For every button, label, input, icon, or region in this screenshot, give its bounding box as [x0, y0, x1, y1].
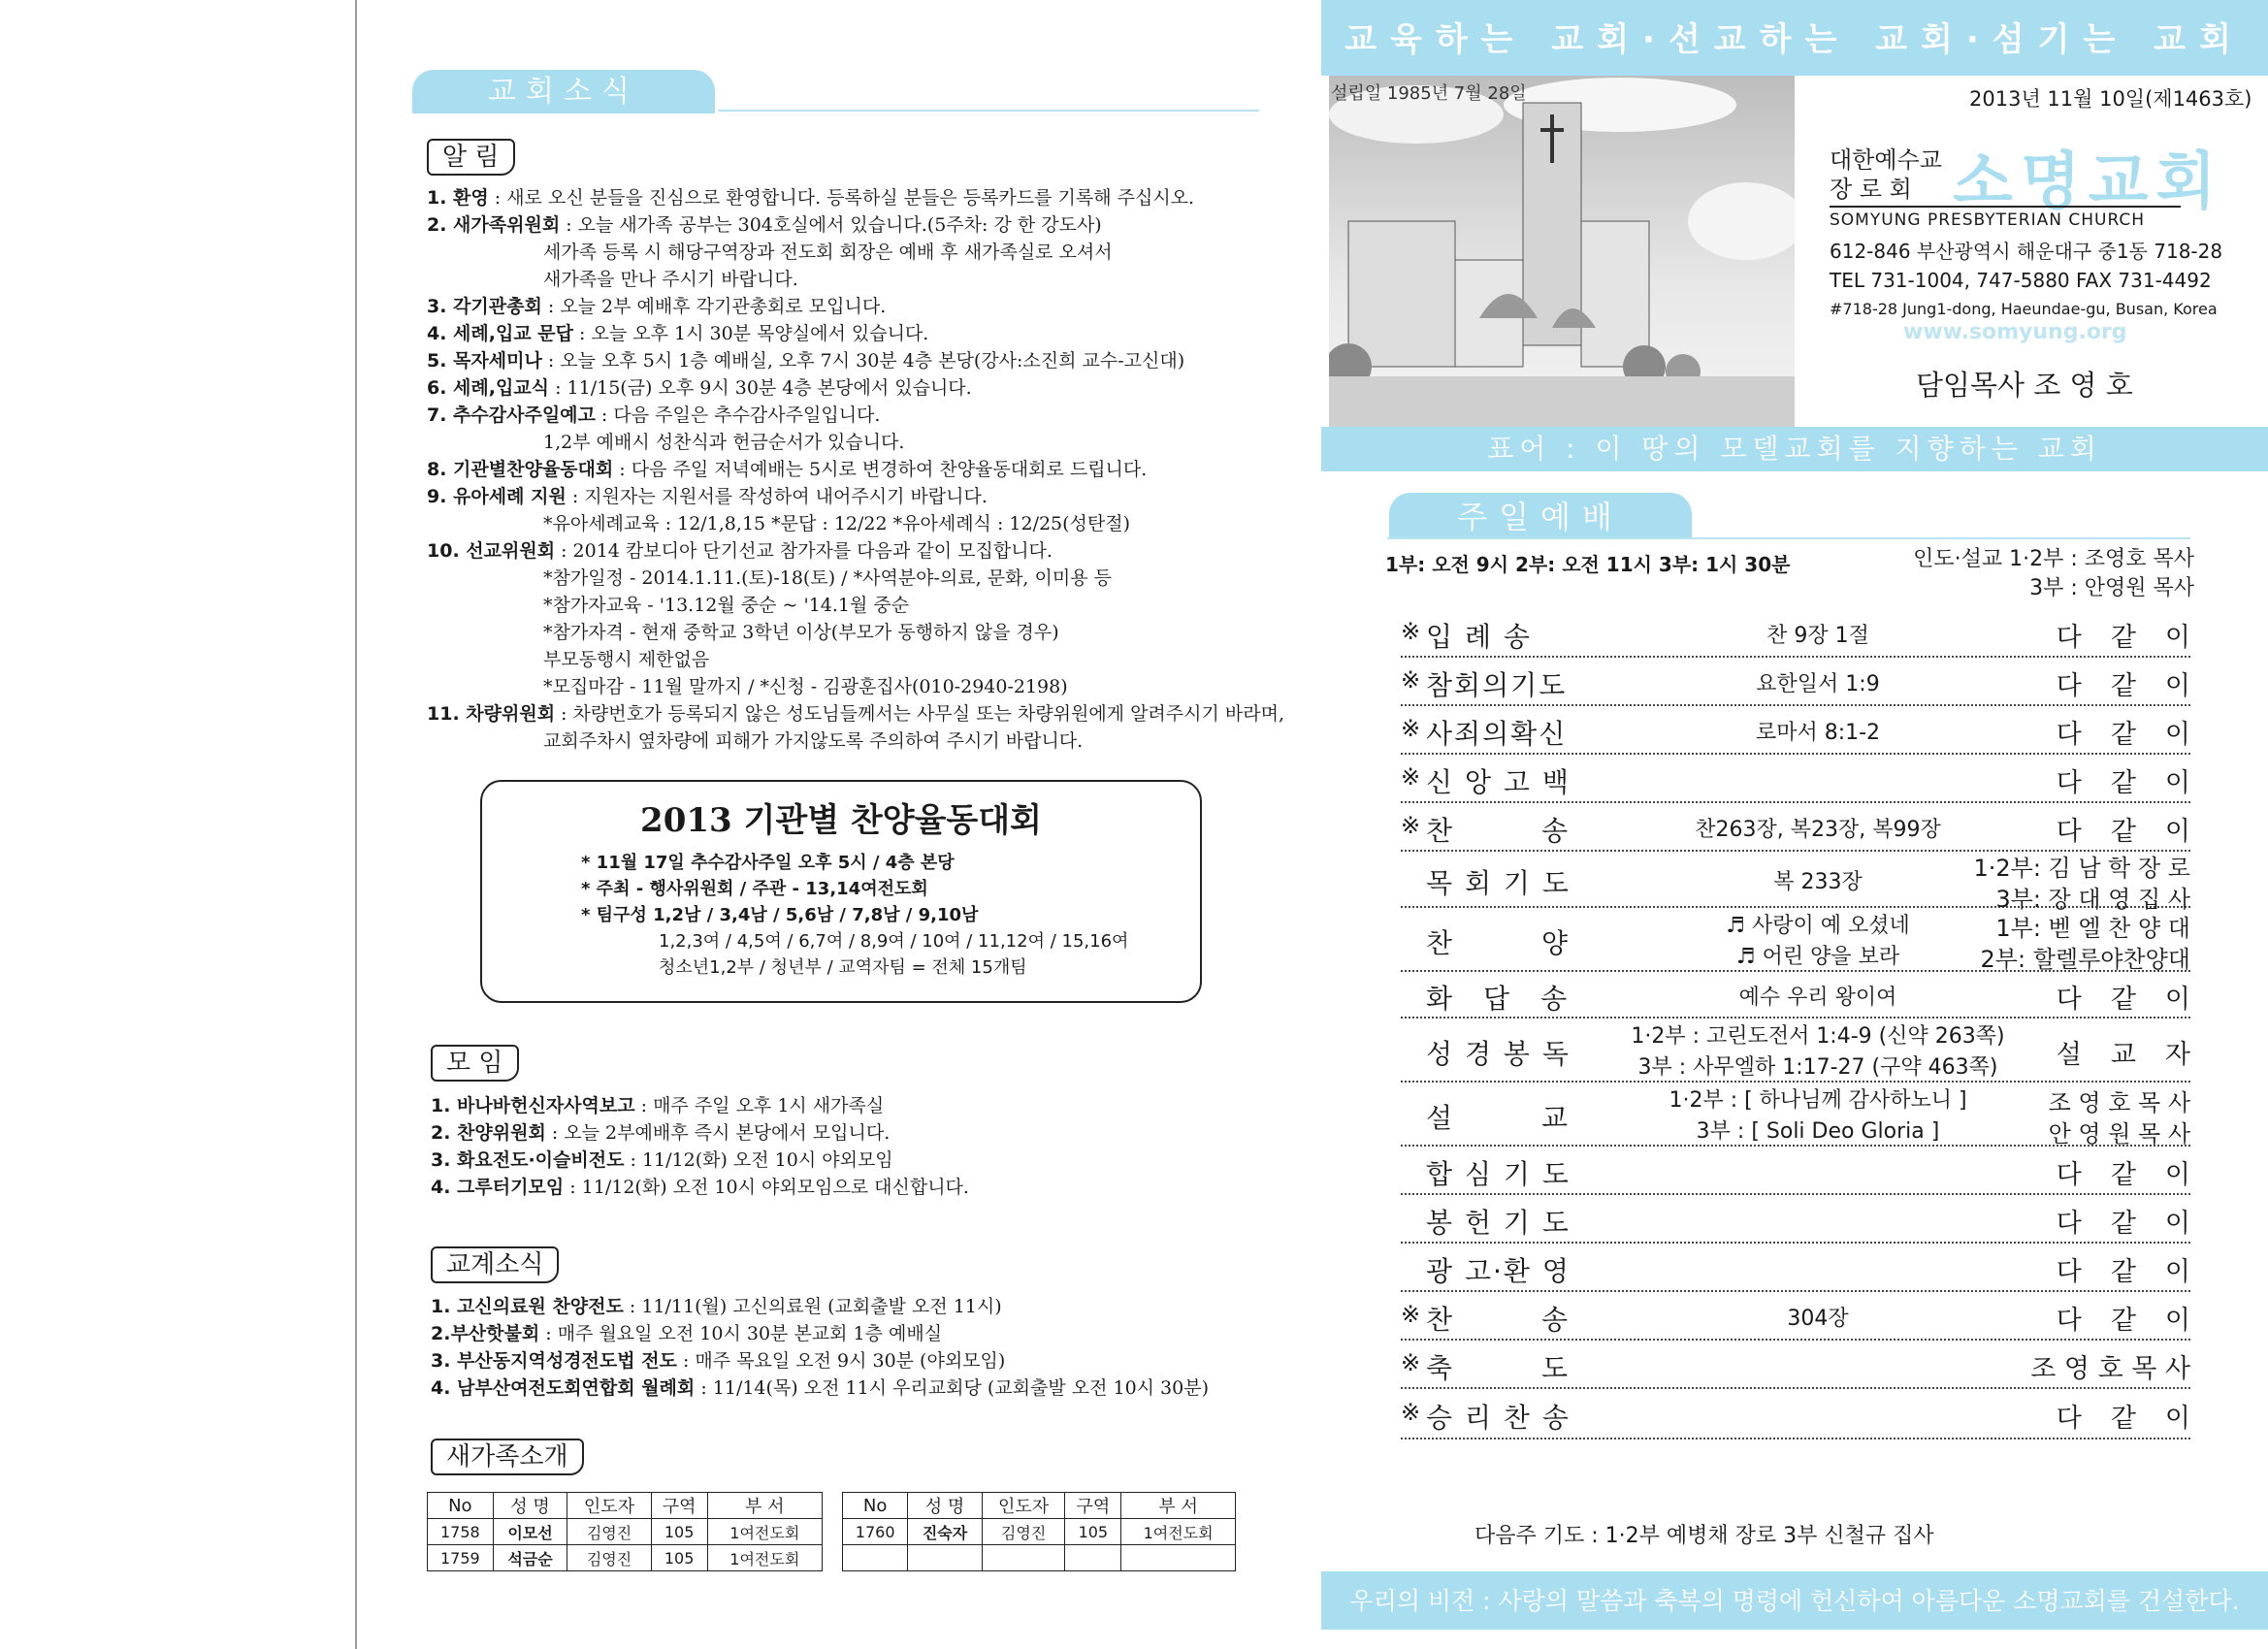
table-cell: 김영진: [567, 1545, 651, 1571]
item-text: 다음 주일은 추수감사주일입니다.: [613, 404, 881, 426]
denomination-line1: 대한예수교: [1830, 146, 1942, 174]
order-content: ♬ 사랑이 예 오셨네: [1726, 914, 1910, 938]
item-text: 교회주차시 옆차량에 피해가 가지않도록 주의하여 주시기 바랍니다.: [543, 730, 1084, 752]
order-label: 입 례 송: [1426, 621, 1532, 653]
table-cell: 석금순: [493, 1545, 567, 1571]
worship-order-row: [1401, 658, 2219, 706]
list-item: 1. 바나바헌신자사역보고 : 매주 주일 오후 1시 새가족실: [431, 1095, 885, 1116]
service-times: 1부: 오전 9시 2부: 오전 11시 3부: 1시 30분: [1385, 553, 1791, 576]
list-item: 11. 차량위원회 : 차량번호가 등록되지 않은 성도님들께서는 사무실 또는 차량위원에게 알려주시기 바라며,: [427, 703, 1284, 725]
table-cell: [843, 1545, 908, 1571]
order-content: 찬 9장 1절: [1766, 624, 1869, 648]
table-header: 성 명: [908, 1493, 982, 1519]
church-building-photo: [1329, 76, 1795, 427]
table-row: [843, 1519, 1236, 1545]
list-item: [427, 646, 1284, 673]
item-text: 차량번호가 등록되지 않은 성도님들께서는 사무실 또는 차량위원에게 알려주시기 바라며,: [572, 703, 1284, 725]
worship-order-row: [1401, 852, 2190, 913]
table-cell: [982, 1545, 1065, 1571]
order-content: 요한일서 1:9: [1756, 672, 1880, 696]
choir-line: 1,2,3여 / 4,5여 / 6,7여 / 8,9여 / 10여 / 11,12여 / 15,16여: [659, 931, 1129, 952]
item-text: 11/12(화) 오전 10시 야외모임으로 대신합니다.: [581, 1177, 969, 1198]
list-item: [427, 565, 1284, 592]
list-item: 4. 남부산여전도회연합회 월례회 : 11/14(목) 오전 11시 우리교회당 (교회출발 오전 10시 30분): [431, 1377, 1209, 1399]
worship-order-row: [1401, 1244, 2219, 1292]
interchurch-heading: 교계소식: [431, 1246, 559, 1283]
table-header: 인도자: [982, 1493, 1065, 1519]
table-cell: 진숙자: [908, 1519, 982, 1545]
item-text: 매주 주일 오후 1시 새가족실: [653, 1095, 885, 1116]
order-content-2: 3부 : [ Soli Deo Gloria ]: [1696, 1119, 1940, 1144]
table-header: 성 명: [493, 1493, 567, 1519]
item-text: 오늘 새가족 공부는 304호실에서 있습니다.(5주차: 강 한 강도사): [577, 214, 1102, 236]
motto-band: 표어 : 이 땅의 모델교회를 지향하는 교회: [1321, 427, 2268, 471]
table-row: [428, 1545, 823, 1571]
required-mark: ※: [1401, 1349, 1421, 1376]
choir-festival-details: [581, 850, 1128, 981]
order-leader: 다같이: [2056, 1257, 2219, 1287]
item-label: 6. 세례,입교식: [427, 377, 550, 399]
item-label: 1. 고신의료원 찬양전도: [431, 1296, 624, 1317]
item-label: 1. 환영: [427, 187, 489, 209]
order-content: 1·2부 : 고린도전서 1:4-9 (신약 263쪽): [1631, 1024, 2005, 1049]
list-item: 9. 유아세례 지원 : 지원자는 지원서를 작성하여 내어주시기 바랍니다.: [427, 486, 988, 507]
table-cell: 105: [651, 1519, 707, 1545]
item-text: 다음 주일 저녁예배는 5시로 변경하여 찬양율동대회로 드립니다.: [631, 459, 1148, 480]
order-content: 찬263장, 복23장, 복99장: [1695, 818, 1941, 842]
required-mark: ※: [1401, 763, 1421, 791]
required-mark: ※: [1401, 618, 1421, 645]
choir-line: * 11월 17일 추수감사주일 오후 5시 / 4층 본당: [581, 853, 955, 873]
worship-order-row: [1401, 1292, 2219, 1341]
item-text: 세가족 등록 시 해당구역장과 전도회 회장은 예배 후 새가족실로 오셔서: [543, 242, 1113, 263]
item-label: 10. 선교위원회: [427, 540, 556, 562]
table-header: No: [843, 1493, 908, 1519]
item-text: *참가자교육 - '13.12월 중순 ~ '14.1월 중순: [543, 595, 910, 616]
order-label: 합 심 기 도: [1426, 1158, 1571, 1190]
order-label: 광 고·환 영: [1426, 1255, 1571, 1287]
item-label: 2.부산핫불회: [431, 1323, 540, 1344]
table-cell: 1여전도회: [707, 1519, 822, 1545]
order-content: 로마서 8:1-2: [1755, 721, 1881, 745]
item-text: 11/15(금) 오후 9시 30분 4층 본당에서 있습니다.: [567, 377, 972, 399]
order-leader: 다같이: [2056, 1209, 2219, 1239]
item-text: 오늘 오후 5시 1층 예배실, 오후 7시 30분 4층 본당(강사:소진희 교수-고신대): [560, 350, 1185, 372]
required-mark: ※: [1401, 812, 1421, 839]
item-text: 매주 월요일 오전 10시 30분 본교회 1층 예배실: [557, 1323, 943, 1344]
item-text: 11/11(월) 고신의료원 (교회출발 오전 11시): [641, 1296, 1002, 1317]
order-leader: 1부: 벧 엘 찬 양 대: [1995, 915, 2190, 942]
list-item: 8. 기관별찬양율동대회 : 다음 주일 저녁예배는 5시로 변경하여 찬양율동대회로 드립니다.: [427, 459, 1148, 480]
list-item: 3. 부산동지역성경전도법 전도 : 매주 목요일 오전 9시 30분 (야외모임): [431, 1350, 1006, 1372]
list-item: [427, 592, 1284, 619]
list-item: 2. 찬양위원회 : 오늘 2부예배후 즉시 본당에서 모입니다.: [431, 1122, 891, 1144]
list-item: 4. 세례,입교 문답 : 오늘 오후 1시 30분 목양실에서 있습니다.: [427, 323, 929, 344]
table-row: [843, 1545, 1236, 1571]
order-leader: 다같이: [2056, 671, 2219, 701]
item-label: 7. 추수감사주일예고: [427, 404, 596, 426]
order-leader-2: 3부: 장 대 영 집 사: [1995, 886, 2190, 913]
notice-heading: 알 림: [427, 139, 515, 176]
table-cell: 1여전도회: [707, 1545, 822, 1571]
order-leader: 다같이: [2056, 768, 2219, 798]
item-label: 3. 화요전도·이슬비전도: [431, 1149, 625, 1171]
list-item: 3. 화요전도·이슬비전도 : 11/12(화) 오전 10시 야외모임: [431, 1149, 893, 1171]
order-label: 신 앙 고 백: [1426, 766, 1571, 798]
website: www.somyung.org: [1903, 320, 2127, 344]
item-text: *참가자격 - 현재 중학교 3학년 이상(부모가 동행하지 않을 경우): [543, 622, 1059, 643]
item-label: 1. 바나바헌신자사역보고: [431, 1095, 635, 1116]
order-label: 사죄의확신: [1426, 718, 1568, 750]
item-text: 새가족을 만나 주시기 바랍니다.: [543, 269, 798, 290]
order-label: 찬 송: [1426, 1304, 1571, 1336]
item-label: 3. 부산동지역성경전도법 전도: [431, 1350, 677, 1372]
order-label: 성 경 봉 독: [1426, 1038, 1571, 1070]
church-building-illustration: [1329, 76, 1795, 427]
list-item: 7. 추수감사주일예고 : 다음 주일은 추수감사주일입니다.: [427, 404, 881, 426]
item-label: 4. 그루터기모임: [431, 1177, 565, 1198]
table-cell: 1758: [428, 1519, 494, 1545]
worship-order-row: [1401, 1341, 2190, 1389]
item-text: 오늘 2부 예배후 각기관총회로 모입니다.: [560, 296, 887, 317]
item-label: 2. 새가족위원회: [427, 214, 561, 236]
meeting-list: [431, 1092, 969, 1201]
list-item: 2.부산핫불회 : 매주 월요일 오전 10시 30분 본교회 1층 예배실: [431, 1323, 943, 1344]
address-english: #718-28 Jung1-dong, Haeundae-gu, Busan, Korea: [1830, 300, 2218, 318]
table-header: 인도자: [567, 1493, 651, 1519]
worship-order-row: [1401, 1083, 2190, 1147]
order-label: 화 답 송: [1426, 983, 1570, 1015]
item-text: 매주 목요일 오전 9시 30분 (야외모임): [695, 1350, 1006, 1372]
order-content: 예수 우리 왕이여: [1738, 986, 1897, 1010]
order-leader-2: 안 영 원 목 사: [2048, 1120, 2190, 1148]
order-leader: 설교자: [2056, 1040, 2219, 1070]
list-item: 6. 세례,입교식 : 11/15(금) 오후 9시 30분 4층 본당에서 있습니다.: [427, 377, 972, 399]
newfamily-table-b: [842, 1492, 1236, 1571]
table-row: [428, 1519, 823, 1545]
item-text: *유아세례교육 : 12/1,8,15 *문답 : 12/22 *유아세례식 : 12/25(성탄절): [543, 513, 1131, 534]
item-label: 8. 기관별찬양율동대회: [427, 459, 614, 480]
list-item: 10. 선교위원회 : 2014 캄보디아 단기선교 참가자를 다음과 같이 모집합니다.: [427, 540, 1053, 562]
required-mark: ※: [1401, 1399, 1421, 1426]
church-name-logo: 소명교회: [1953, 146, 2224, 218]
table-header: No: [428, 1493, 494, 1519]
choir-festival-title: 2013 기관별 찬양율동대회: [640, 801, 1042, 840]
order-label: 목 회 기 도: [1426, 867, 1571, 899]
item-label: 2. 찬양위원회: [431, 1122, 546, 1144]
order-leader: 다같이: [2056, 1306, 2219, 1336]
notice-list: [427, 184, 1284, 755]
order-label: 승 리 찬 송: [1426, 1402, 1571, 1434]
leader-line2: 3부 : 안영원 목사: [2029, 576, 2194, 600]
table-header: 구역: [651, 1493, 707, 1519]
newfamily-table-a: [427, 1492, 823, 1571]
item-text: 11/14(목) 오전 11시 우리교회당 (교회출발 오전 10시 30분): [712, 1377, 1209, 1399]
order-label: 봉 헌 기 도: [1426, 1207, 1571, 1239]
worship-header-rule: [1387, 537, 2190, 539]
required-mark: ※: [1401, 1301, 1421, 1328]
table-cell: 1여전도회: [1121, 1519, 1236, 1545]
founding-date: 설립일 1985년 7월 28일: [1331, 83, 1527, 104]
item-label: 11. 차량위원회: [427, 703, 556, 725]
required-mark: ※: [1401, 666, 1421, 694]
item-label: 3. 각기관총회: [427, 296, 542, 317]
item-text: 1,2부 예배시 성찬식과 헌금순서가 있습니다.: [543, 432, 905, 453]
denomination: [1830, 146, 1942, 204]
item-label: 4. 세례,입교 문답: [427, 323, 574, 344]
item-text: *참가일정 - 2014.1.11.(토)-18(토) / *사역분야-의료, 문화, 이미용 등: [543, 567, 1112, 589]
table-cell: 1759: [428, 1545, 494, 1571]
table-cell: 105: [651, 1545, 707, 1571]
item-label: 5. 목자세미나: [427, 350, 542, 372]
list-item: 5. 목자세미나 : 오늘 오후 5시 1층 예배실, 오후 7시 30분 4층 본당(강사:소진희 교수-고신대): [427, 350, 1185, 372]
order-label: 찬 양: [1426, 927, 1571, 959]
list-item: [427, 728, 1284, 755]
list-item: [427, 510, 1284, 537]
service-leaders: [1901, 545, 2194, 603]
leader-line1: 인도·설교 1·2부 : 조영호 목사: [1913, 547, 2194, 571]
order-leader: 다같이: [2056, 817, 2219, 847]
table-cell: 이모선: [493, 1519, 567, 1545]
worship-order-row: [1401, 1018, 2219, 1083]
order-leader: 다같이: [2056, 720, 2219, 750]
order-label: 축 도: [1426, 1352, 1571, 1384]
list-item: [427, 239, 1284, 266]
worship-order-row: [1401, 706, 2219, 755]
meeting-heading: 모 임: [431, 1045, 519, 1082]
list-item: 3. 각기관총회 : 오늘 2부 예배후 각기관총회로 모입니다.: [427, 296, 887, 317]
table-cell: [1065, 1545, 1121, 1571]
item-text: *모집마감 - 11월 말까지 / *신청 - 김광훈집사(010-2940-2198): [543, 676, 1068, 697]
order-content-2: ♬ 어린 양을 보라: [1735, 945, 1900, 969]
item-text: 2014 캄보디아 단기선교 참가자를 다음과 같이 모집합니다.: [572, 540, 1053, 562]
choir-line: 청소년1,2부 / 청년부 / 교역자팀 = 전체 15개팀: [659, 957, 1027, 978]
table-cell: [1121, 1545, 1236, 1571]
denomination-line2: 장 로 회: [1830, 176, 1912, 203]
worship-order-row: [1401, 908, 2190, 972]
order-leader: 1·2부: 김 남 학 장 로: [1973, 855, 2190, 882]
choir-line: * 주최 - 행사위원회 / 주관 - 13,14여전도회: [581, 879, 928, 899]
order-leader-2: 2부: 할렐루야찬양대: [1980, 946, 2190, 973]
worship-order-row: [1401, 1389, 2219, 1439]
table-cell: 105: [1065, 1519, 1121, 1545]
vision-band: 우리의 비전 : 사랑의 말씀과 축복의 명령에 헌신하여 아름다운 소명교회를 건설한다.: [1321, 1571, 2268, 1630]
interchurch-list: [431, 1293, 1209, 1402]
item-text: 오늘 오후 1시 30분 목양실에서 있습니다.: [591, 323, 929, 344]
required-mark: ※: [1401, 715, 1421, 742]
order-content-2: 3부 : 사무엘하 1:17-27 (구약 463쪽): [1637, 1055, 1998, 1080]
choir-line: * 팀구성 1,2남 / 3,4남 / 5,6남 / 7,8남 / 9,10남: [581, 905, 979, 925]
worship-order-row: [1401, 803, 2219, 852]
list-item: 2. 새가족위원회 : 오늘 새가족 공부는 304호실에서 있습니다.(5주차: 강 한 강도사): [427, 214, 1102, 236]
order-leader: 다같이: [2056, 1404, 2219, 1434]
worship-section-header: 주일예배: [1389, 493, 1692, 539]
order-content: 복 233장: [1773, 870, 1863, 894]
address-korean: 612-846 부산광역시 해운대구 중1동 718-28: [1830, 240, 2223, 263]
list-item: 4. 그루터기모임 : 11/12(화) 오전 10시 야외모임으로 대신합니다.: [431, 1177, 969, 1198]
order-label: 참회의기도: [1426, 669, 1568, 701]
worship-order-row: [1401, 609, 2219, 658]
table-cell: 김영진: [567, 1519, 651, 1545]
order-leader: 조 영 호 목 사: [2030, 1354, 2190, 1384]
choir-festival-box: [480, 780, 1202, 1003]
order-leader: 다같이: [2056, 985, 2219, 1015]
order-content: 304장: [1787, 1307, 1849, 1331]
item-text: 부모동행시 제한없음: [543, 649, 710, 670]
order-label: 찬 송: [1426, 815, 1571, 847]
news-header-rule: [718, 110, 1259, 112]
order-leader: 다같이: [2056, 623, 2219, 653]
table-cell: 김영진: [982, 1519, 1065, 1545]
order-label: 설 교: [1426, 1102, 1571, 1134]
senior-pastor: 담임목사 조 영 호: [1916, 369, 2133, 402]
table-header: 부 서: [1121, 1493, 1236, 1519]
item-label: 4. 남부산여전도회연합회 월례회: [431, 1377, 696, 1399]
table-header: 구역: [1065, 1493, 1121, 1519]
item-text: 오늘 2부예배후 즉시 본당에서 모입니다.: [564, 1122, 891, 1144]
list-item: 1. 환영 : 새로 오신 분들을 진심으로 환영합니다. 등록하실 분들은 등록카드를 기록해 주십시오.: [427, 187, 1195, 209]
item-text: 새로 오신 분들을 진심으로 환영합니다. 등록하실 분들은 등록카드를 기록해 주십시오.: [506, 187, 1195, 209]
table-cell: [908, 1545, 982, 1571]
page-fold: [355, 0, 357, 1649]
next-week-prayer: 다음주 기도 : 1·2부 예병채 장로 3부 신철규 집사: [1474, 1524, 1934, 1548]
item-text: 지원자는 지원서를 작성하여 내어주시기 바랍니다.: [584, 486, 988, 507]
phone-fax: TEL 731-1004, 747-5880 FAX 731-4492: [1830, 269, 2212, 292]
list-item: [427, 673, 1284, 700]
item-label: 9. 유아세례 지원: [427, 486, 567, 507]
order-leader: 다같이: [2056, 1160, 2219, 1190]
worship-order-row: [1401, 1195, 2219, 1244]
worship-order-row: [1401, 755, 2219, 803]
list-item: [427, 429, 1284, 456]
table-header: 부 서: [707, 1493, 822, 1519]
church-contact: [1830, 237, 2222, 324]
order-content: 1·2부 : [ 하나님께 감사하노니 ]: [1669, 1088, 1967, 1113]
news-section-header: 교회소식: [412, 70, 715, 113]
worship-order-row: [1401, 1147, 2219, 1195]
list-item: [427, 619, 1284, 646]
list-item: [427, 266, 1284, 293]
bulletin-date: 2013년 11월 10일(제1463호): [1969, 87, 2252, 111]
order-leader: 조 영 호 목 사: [2048, 1089, 2190, 1116]
top-slogan-band: 교육하는 교회·선교하는 교회·섬기는 교회: [1321, 0, 2268, 76]
church-english-name: SOMYUNG PRESBYTERIAN CHURCH: [1830, 206, 2181, 230]
list-item: 1. 고신의료원 찬양전도 : 11/11(월) 고신의료원 (교회출발 오전 11시): [431, 1296, 1002, 1317]
table-cell: 1760: [843, 1519, 908, 1545]
item-text: 11/12(화) 오전 10시 야외모임: [641, 1149, 893, 1171]
worship-order-row: [1401, 972, 2219, 1018]
newfamily-heading: 새가족소개: [431, 1439, 584, 1475]
